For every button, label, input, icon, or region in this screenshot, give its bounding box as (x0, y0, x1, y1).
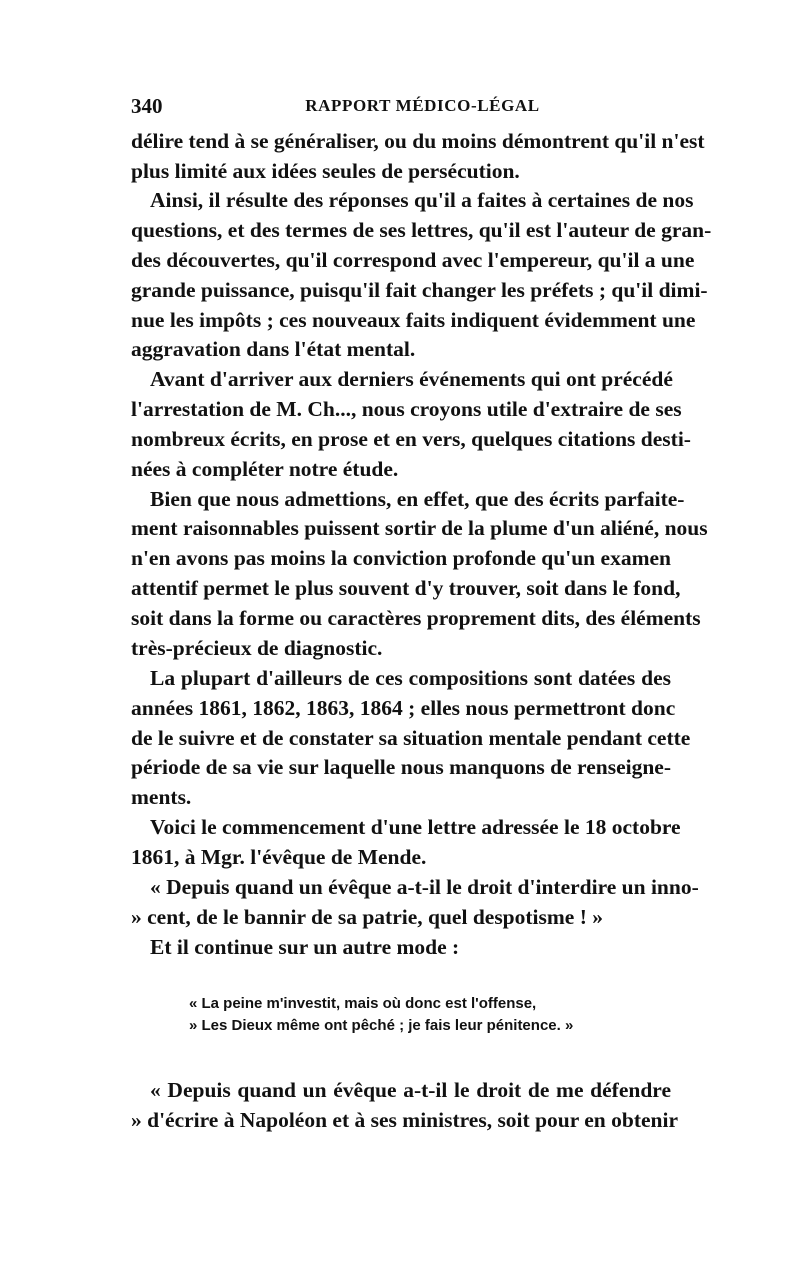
text-line: ment raisonnables puissent sortir de la plume d'un aliéné, nous (131, 516, 708, 540)
quote-line: » d'écrire à Napoléon et à ses ministres, soit pour en obtenir (131, 1108, 679, 1132)
verse-line: « La peine m'investit, mais où donc est l'offense, (189, 995, 537, 1012)
text-line: nées à compléter notre étude. (131, 457, 399, 481)
page-number: 340 (131, 94, 163, 118)
text-line: très-précieux de diagnostic. (131, 636, 383, 660)
text-line: période de sa vie sur laquelle nous manquons de renseigne- (131, 755, 671, 779)
running-head (131, 94, 670, 120)
text-line: n'en avons pas moins la conviction profonde qu'un examen (131, 546, 671, 570)
text-line: plus limité aux idées seules de persécution. (131, 159, 520, 183)
text-line: La plupart d'ailleurs de ces compositions sont datées des (150, 666, 671, 690)
text-line: de le suivre et de constater sa situation mentale pendant cette (131, 726, 691, 750)
quote-line: « Depuis quand un évêque a-t-il le droit de me défendre (150, 1078, 671, 1102)
text-line: attentif permet le plus souvent d'y trouver, soit dans le fond, (131, 576, 681, 600)
text-line: questions, et des termes de ses lettres, qu'il est l'auteur de gran- (131, 218, 712, 242)
text-line: nue les impôts ; ces nouveaux faits indiquent évidemment une (131, 308, 696, 332)
text-line: Ainsi, il résulte des réponses qu'il a faites à certaines de nos (150, 188, 694, 212)
quote-line: « Depuis quand un évêque a-t-il le droit d'interdire un inno- (150, 875, 699, 899)
text-line: des découvertes, qu'il correspond avec l'empereur, qu'il a une (131, 248, 695, 272)
text-line: Bien que nous admettions, en effet, que des écrits parfaite- (150, 487, 685, 511)
text-line: l'arrestation de M. Ch..., nous croyons utile d'extraire de ses (131, 397, 682, 421)
text-line: années 1861, 1862, 1863, 1864 ; elles nous permettront donc (131, 696, 676, 720)
text-line: 1861, à Mgr. l'évêque de Mende. (131, 845, 427, 869)
text-line: nombreux écrits, en prose et en vers, quelques citations desti- (131, 427, 691, 451)
text-line: Voici le commencement d'une lettre adressée le 18 octobre (150, 815, 681, 839)
text-line: Et il continue sur un autre mode : (150, 935, 460, 959)
text-line: Avant d'arriver aux derniers événements qui ont précédé (150, 367, 673, 391)
text-line: ments. (131, 785, 192, 809)
quote-line: » cent, de le bannir de sa patrie, quel despotisme ! » (131, 905, 604, 929)
verse-line: » Les Dieux même ont pêché ; je fais leur pénitence. » (189, 1017, 574, 1034)
text-line: soit dans la forme ou caractères proprement dits, des éléments (131, 606, 701, 630)
text-line: délire tend à se généraliser, ou du moins démontrent qu'il n'est (131, 129, 705, 153)
text-line: grande puissance, puisqu'il fait changer les préfets ; qu'il dimi- (131, 278, 708, 302)
text-line: aggravation dans l'état mental. (131, 337, 416, 361)
running-title: RAPPORT MÉDICO-LÉGAL (305, 96, 540, 115)
